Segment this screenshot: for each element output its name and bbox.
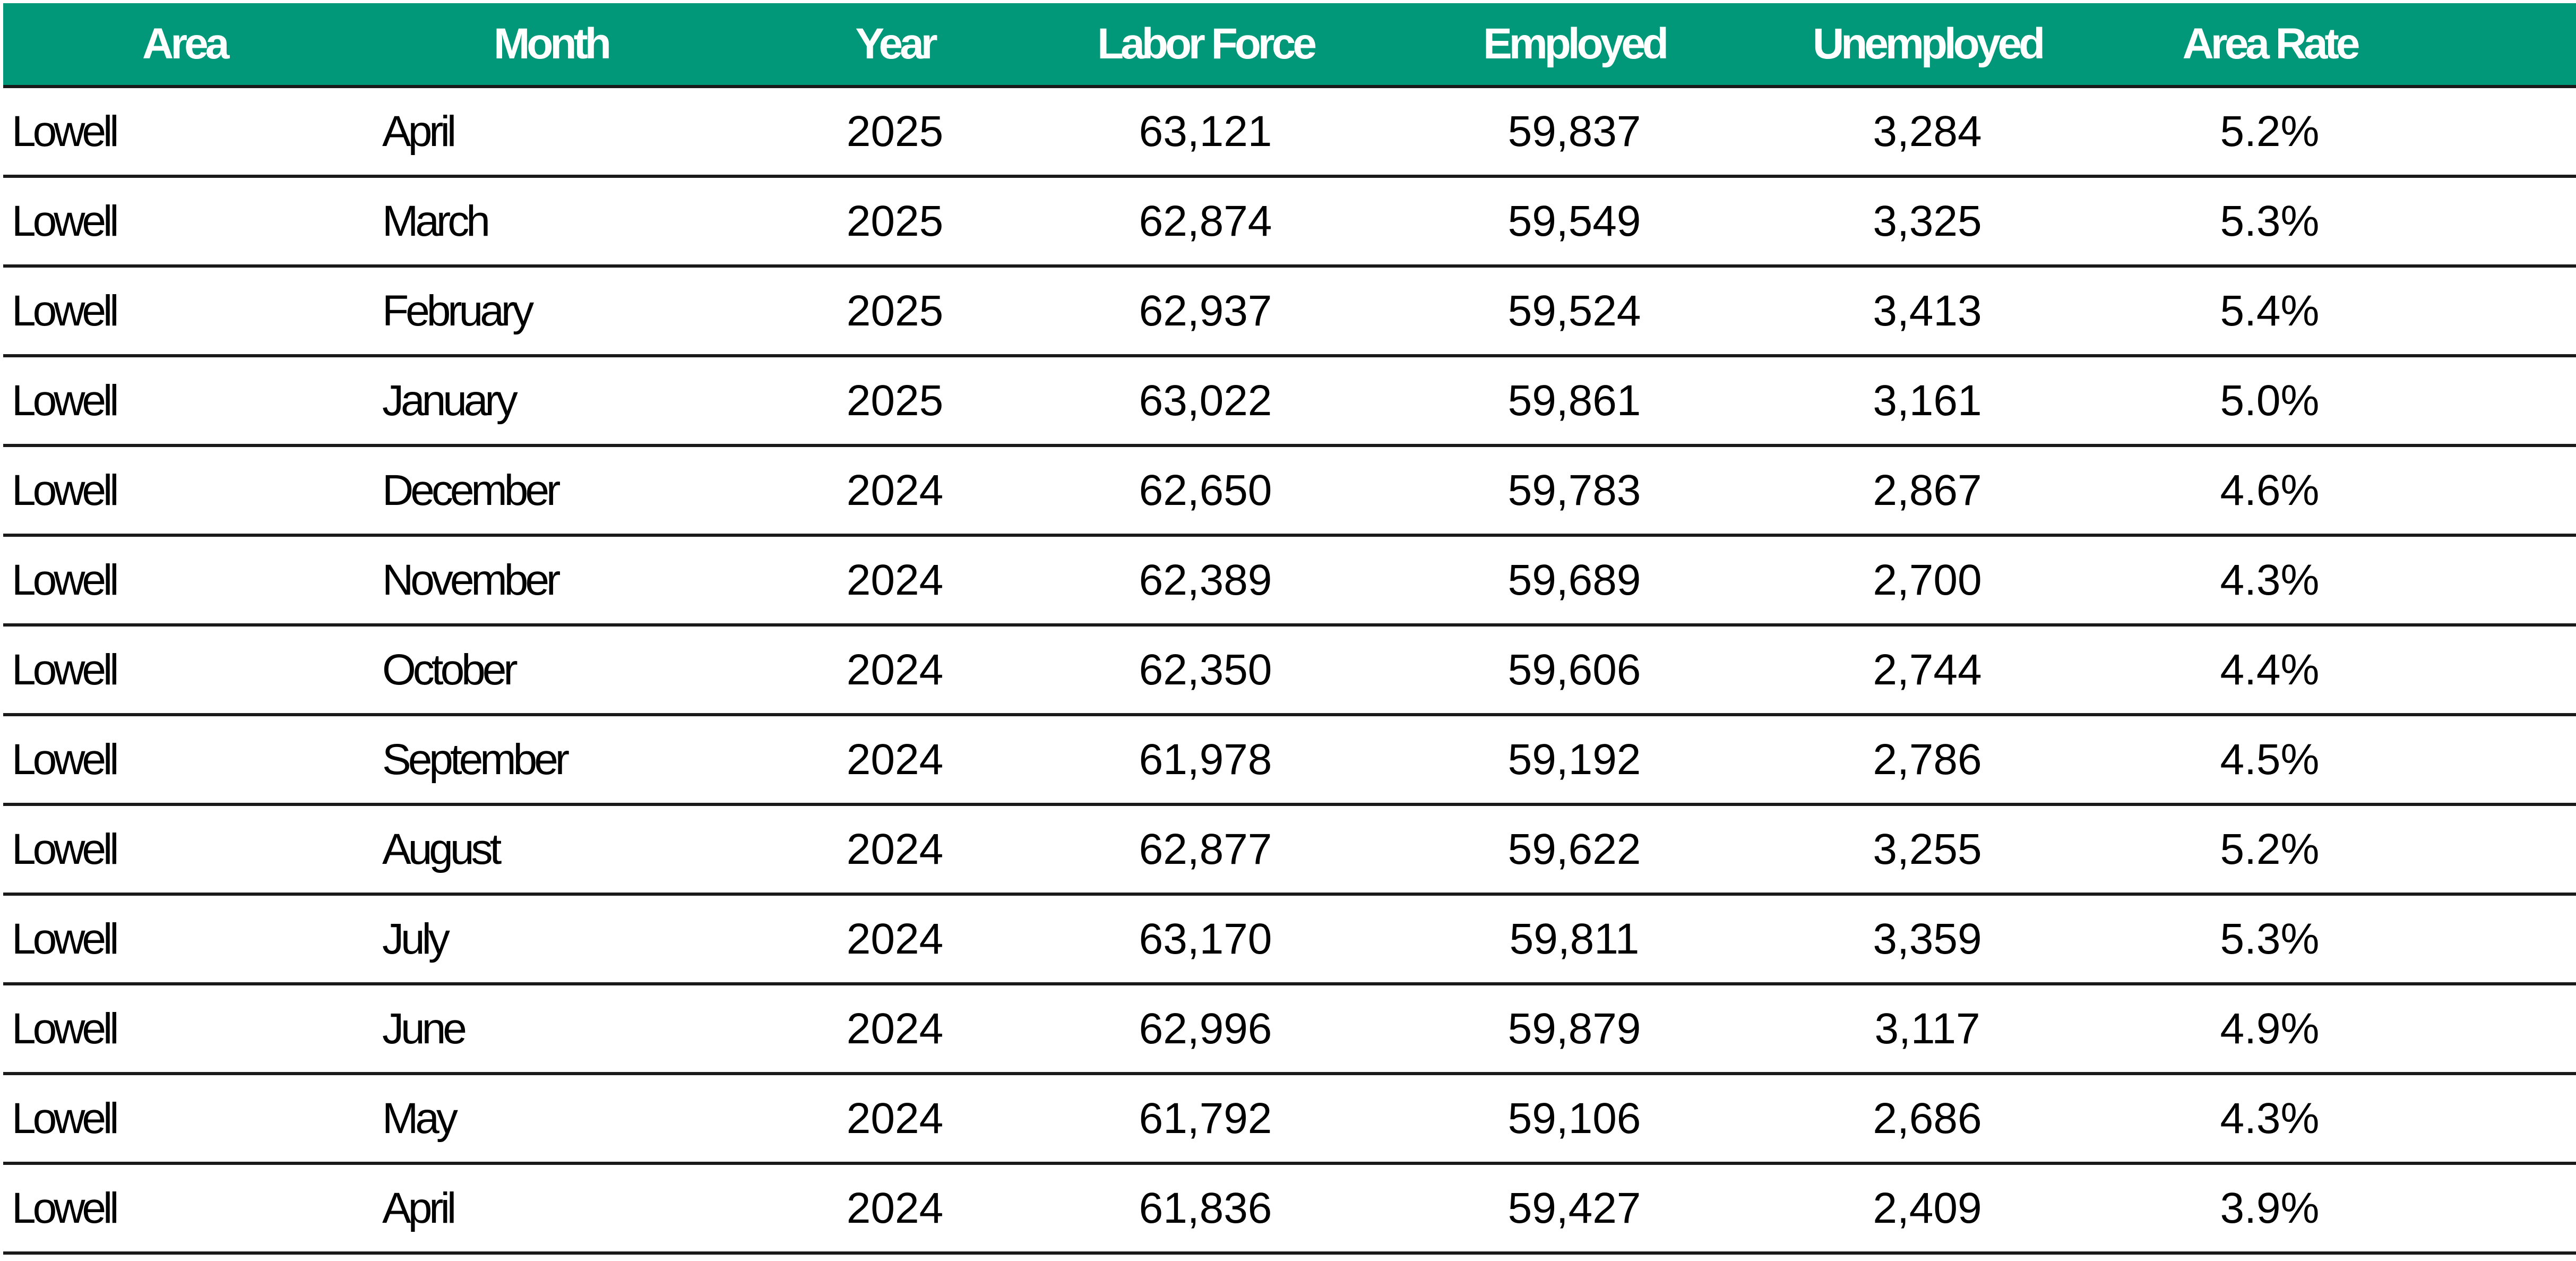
cell-area-rate: 5.3% — [2220, 196, 2320, 245]
cell-labor-force: 63,121 — [1139, 107, 1272, 156]
cell-area: Lowell — [12, 466, 116, 514]
table-row — [3, 716, 2576, 806]
cell-labor-force: 61,836 — [1139, 1183, 1272, 1232]
cell-unemployed: 3,359 — [1873, 914, 1982, 963]
cell-unemployed: 3,255 — [1873, 825, 1982, 873]
cell-area: Lowell — [12, 196, 116, 245]
cell-month: March — [382, 196, 487, 245]
cell-year: 2024 — [846, 645, 944, 694]
cell-area-rate: 5.4% — [2220, 286, 2320, 335]
cell-labor-force: 62,937 — [1139, 286, 1272, 335]
cell-year: 2024 — [846, 914, 944, 963]
cell-month: November — [382, 555, 558, 604]
cell-employed: 59,783 — [1507, 466, 1641, 514]
cell-labor-force: 63,022 — [1139, 376, 1272, 425]
cell-unemployed: 2,786 — [1873, 735, 1982, 784]
cell-unemployed: 3,284 — [1873, 107, 1982, 156]
table-body — [3, 88, 2576, 1255]
cell-employed: 59,192 — [1507, 735, 1641, 784]
cell-month: June — [382, 1004, 464, 1053]
header-month: Month — [494, 20, 608, 68]
cell-area: Lowell — [12, 735, 116, 784]
cell-labor-force: 63,170 — [1139, 914, 1272, 963]
cell-employed: 59,837 — [1507, 107, 1641, 156]
cell-month: October — [382, 645, 515, 694]
cell-employed: 59,689 — [1507, 555, 1641, 604]
cell-employed: 59,879 — [1507, 1004, 1641, 1053]
cell-area-rate: 4.9% — [2220, 1004, 2320, 1053]
cell-year: 2024 — [846, 735, 944, 784]
cell-area-rate: 3.9% — [2220, 1183, 2320, 1232]
cell-unemployed: 3,325 — [1873, 196, 1982, 245]
header-employed: Employed — [1483, 20, 1666, 68]
cell-area: Lowell — [12, 286, 116, 335]
cell-month: February — [382, 286, 531, 335]
table-row — [3, 268, 2576, 357]
cell-month: January — [382, 376, 515, 425]
cell-month: August — [382, 825, 499, 873]
header-year: Year — [855, 20, 935, 68]
cell-year: 2025 — [846, 286, 944, 335]
cell-area-rate: 5.2% — [2220, 825, 2320, 873]
cell-month: December — [382, 466, 558, 514]
cell-month: May — [382, 1094, 455, 1143]
table-row — [3, 178, 2576, 268]
cell-employed: 59,606 — [1507, 645, 1641, 694]
cell-labor-force: 61,978 — [1139, 735, 1272, 784]
cell-year: 2025 — [846, 376, 944, 425]
cell-labor-force: 61,792 — [1139, 1094, 1272, 1143]
cell-month: September — [382, 735, 567, 784]
cell-area-rate: 4.5% — [2220, 735, 2320, 784]
cell-area-rate: 4.3% — [2220, 1094, 2320, 1143]
cell-area-rate: 4.3% — [2220, 555, 2320, 604]
cell-area-rate: 5.2% — [2220, 107, 2320, 156]
cell-unemployed: 2,686 — [1873, 1094, 1982, 1143]
cell-area: Lowell — [12, 1094, 116, 1143]
cell-area: Lowell — [12, 555, 116, 604]
table-row — [3, 627, 2576, 716]
cell-unemployed: 3,413 — [1873, 286, 1982, 335]
cell-area: Lowell — [12, 376, 116, 425]
cell-labor-force: 62,877 — [1139, 825, 1272, 873]
cell-area: Lowell — [12, 1183, 116, 1232]
cell-area-rate: 4.6% — [2220, 466, 2320, 514]
table-row — [3, 357, 2576, 447]
cell-area: Lowell — [12, 825, 116, 873]
cell-unemployed: 2,744 — [1873, 645, 1982, 694]
table-row — [3, 985, 2576, 1075]
cell-year: 2024 — [846, 1094, 944, 1143]
cell-month: April — [382, 1183, 454, 1232]
table-row — [3, 1165, 2576, 1255]
cell-area: Lowell — [12, 1004, 116, 1053]
cell-year: 2024 — [846, 825, 944, 873]
cell-area: Lowell — [12, 107, 116, 156]
cell-employed: 59,427 — [1507, 1183, 1641, 1232]
header-labor-force: Labor Force — [1097, 20, 1314, 68]
cell-area: Lowell — [12, 914, 116, 963]
cell-labor-force: 62,996 — [1139, 1004, 1272, 1053]
cell-labor-force: 62,389 — [1139, 555, 1272, 604]
cell-year: 2025 — [846, 107, 944, 156]
cell-area-rate: 4.4% — [2220, 645, 2320, 694]
cell-area-rate: 5.0% — [2220, 376, 2320, 425]
table-row — [3, 447, 2576, 537]
cell-area-rate: 5.3% — [2220, 914, 2320, 963]
table-row — [3, 1075, 2576, 1165]
cell-month: April — [382, 107, 454, 156]
cell-unemployed: 2,867 — [1873, 466, 1982, 514]
cell-unemployed: 2,700 — [1873, 555, 1982, 604]
cell-employed: 59,106 — [1507, 1094, 1641, 1143]
cell-year: 2024 — [846, 1004, 944, 1053]
table-row — [3, 896, 2576, 985]
cell-employed: 59,861 — [1507, 376, 1641, 425]
cell-labor-force: 62,650 — [1139, 466, 1272, 514]
header-unemployed: Unemployed — [1812, 20, 2043, 68]
cell-month: July — [382, 914, 447, 963]
cell-unemployed: 2,409 — [1873, 1183, 1982, 1232]
cell-year: 2024 — [846, 466, 944, 514]
header-area-rate: Area Rate — [2182, 20, 2357, 68]
table-row — [3, 88, 2576, 178]
header-area: Area — [142, 20, 227, 68]
cell-year: 2024 — [846, 555, 944, 604]
cell-labor-force: 62,874 — [1139, 196, 1272, 245]
cell-employed: 59,549 — [1507, 196, 1641, 245]
table-header-row — [3, 3, 2576, 88]
table-row — [3, 537, 2576, 627]
cell-area: Lowell — [12, 645, 116, 694]
cell-employed: 59,811 — [1509, 914, 1640, 963]
cell-year: 2024 — [846, 1183, 944, 1232]
cell-unemployed: 3,161 — [1873, 376, 1982, 425]
labor-statistics-table — [3, 3, 2576, 1255]
cell-employed: 59,524 — [1507, 286, 1641, 335]
cell-labor-force: 62,350 — [1139, 645, 1272, 694]
cell-unemployed: 3,117 — [1874, 1004, 1980, 1053]
cell-employed: 59,622 — [1507, 825, 1641, 873]
cell-year: 2025 — [846, 196, 944, 245]
table-row — [3, 806, 2576, 896]
